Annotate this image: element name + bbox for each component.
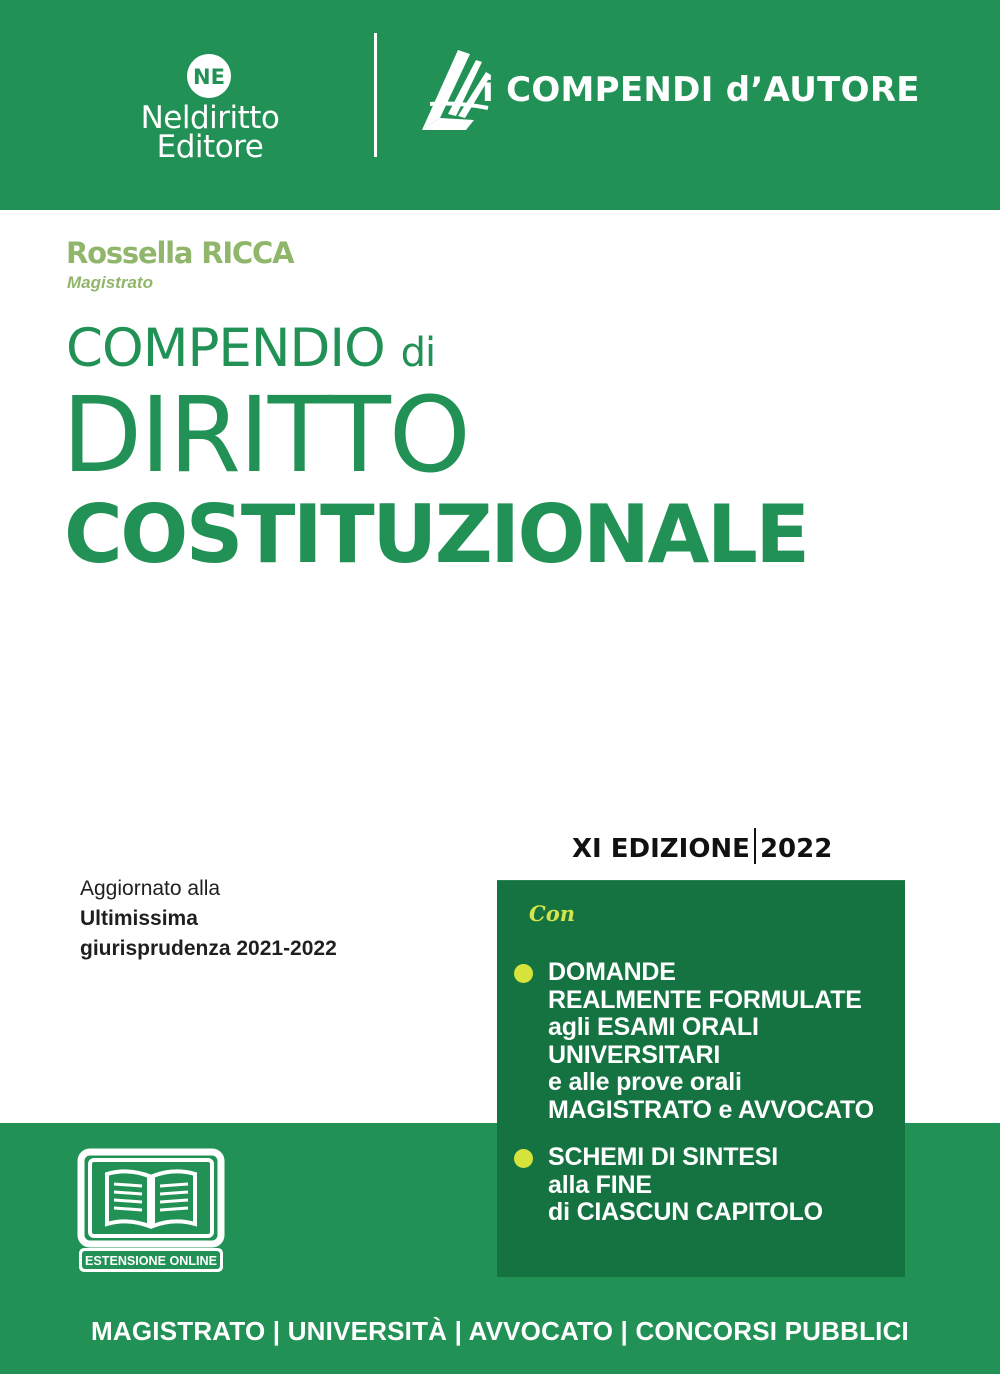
author-role: Magistrato	[67, 273, 153, 292]
bullet-icon	[514, 1149, 533, 1168]
feature-line: UNIVERSITARI	[548, 1040, 721, 1069]
feature-line: SCHEMI DI SINTESI	[548, 1143, 778, 1171]
update-line2: Ultimissima	[80, 907, 198, 930]
features-box	[497, 880, 905, 1277]
edition-year: 2022	[759, 834, 833, 864]
publisher-logo-icon	[186, 53, 232, 99]
feature-line: alla FINE	[548, 1170, 652, 1199]
title-line2: DIRITTO	[62, 374, 469, 496]
extension-label: ESTENSIONE ONLINE	[85, 1253, 218, 1268]
feature-line: agli ESAMI ORALI	[548, 1013, 759, 1042]
title-line1	[66, 318, 435, 379]
edition-label	[572, 828, 832, 864]
author-name: Rossella RICCA	[66, 236, 294, 270]
feature-line: MAGISTRATO e AVVOCATO	[548, 1095, 874, 1124]
feature-line: REALMENTE FORMULATE	[548, 985, 862, 1014]
target-audience-footer: MAGISTRATO | UNIVERSITÀ | AVVOCATO | CONCORSI PUBBLICI	[91, 1316, 909, 1346]
features-intro: Con	[529, 901, 575, 926]
title-compendio: COMPENDIO	[66, 318, 385, 379]
online-extension-icon	[76, 1148, 226, 1274]
feature-line: di CIASCUN CAPITOLO	[548, 1198, 823, 1227]
edition-divider	[754, 828, 756, 864]
header-divider	[374, 33, 377, 157]
logo-letters: NE	[193, 65, 225, 89]
feature-line: DOMANDE	[548, 958, 676, 986]
header-band	[0, 0, 1000, 210]
title-line3: COSTITUZIONALE	[64, 488, 808, 581]
publisher-name-line2: Editore	[156, 129, 264, 165]
update-line3: giurisprudenza 2021-2022	[80, 937, 337, 960]
feature-item-questions	[548, 959, 874, 1125]
title-di: di	[400, 330, 436, 376]
bullet-icon	[514, 964, 533, 983]
feature-line: e alle prove orali	[548, 1068, 742, 1097]
series-name: i COMPENDI d’AUTORE	[482, 70, 920, 110]
publisher-name-line1: Neldiritto	[140, 100, 280, 136]
update-note	[80, 874, 337, 964]
update-line1: Aggiornato alla	[80, 877, 221, 900]
edition-number: XI EDIZIONE	[572, 834, 750, 864]
feature-item-schemes	[548, 1144, 823, 1227]
